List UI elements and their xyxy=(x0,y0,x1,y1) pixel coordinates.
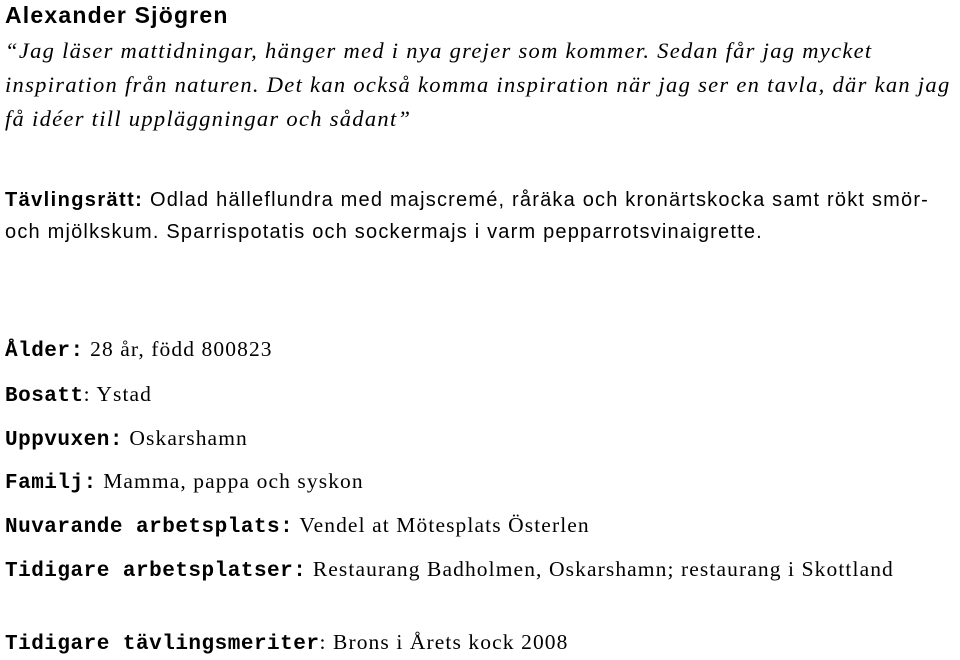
fact-value: Restaurang Badholmen, Oskarshamn; restaurang i Skottland xyxy=(306,557,894,581)
inspiration-quote: “Jag läser mattidningar, hänger med i nya grejer som kommer. Sedan får jag mycket inspiration från naturen. Det kan också komma inspiration när jag ser en tavla, där kan jag få idéer till uppläggningar och sådant” xyxy=(5,38,951,131)
fact-value: Vendel at Mötesplats Österlen xyxy=(293,513,590,537)
fact-label: Familj: xyxy=(5,472,97,495)
fact-current-workplace xyxy=(5,510,590,543)
fact-label: Tidigare arbetsplatser: xyxy=(5,560,307,583)
fact-label: Ålder: xyxy=(5,340,84,363)
fact-raised xyxy=(5,423,248,456)
fact-residence xyxy=(5,379,152,412)
fact-value: Oskarshamn xyxy=(122,426,248,450)
fact-competition-merits xyxy=(5,627,569,660)
competition-dish-label: Tävlingsrätt: xyxy=(5,189,144,211)
fact-value: : Ystad xyxy=(83,382,153,406)
fact-value: Mamma, pappa och syskon xyxy=(96,469,364,493)
competition-dish-text: Odlad hälleflundra med majscremé, råräka och kronärtskocka samt rökt smör- och mjölkskum. Sparrispotatis och sockermajs i varm pepparrotsvinaigrette. xyxy=(5,189,930,243)
person-name: Alexander Sjögren xyxy=(5,2,229,28)
fact-family xyxy=(5,466,364,499)
competition-dish xyxy=(5,184,960,248)
fact-label: Nuvarande arbetsplats: xyxy=(5,516,294,539)
fact-previous-workplaces xyxy=(5,554,955,587)
fact-label: Uppvuxen: xyxy=(5,429,123,452)
fact-value: 28 år, född 800823 xyxy=(83,337,273,361)
fact-label: Tidigare tävlingsmeriter xyxy=(5,633,320,656)
fact-value: : Brons i Årets kock 2008 xyxy=(319,630,569,654)
fact-age xyxy=(5,334,273,367)
fact-label: Bosatt xyxy=(5,385,84,408)
